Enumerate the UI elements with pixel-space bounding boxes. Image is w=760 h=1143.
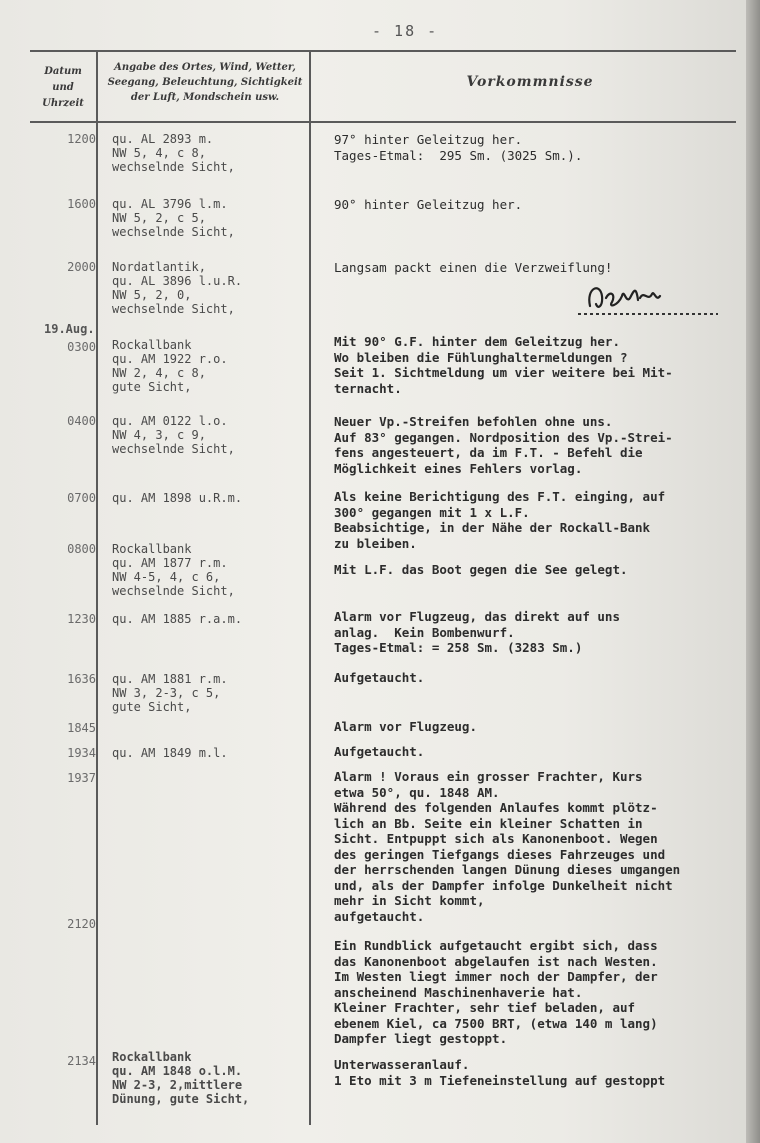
place-line: qu. AL 3896 l.u.R. — [112, 274, 243, 288]
place-line: Rockallbank — [112, 338, 192, 352]
place-line: qu. AM 1922 r.o. — [112, 352, 228, 366]
place-line: NW 5, 2, c 5, — [112, 211, 206, 225]
place-line: NW 3, 2-3, c 5, — [112, 686, 221, 700]
event-line: 97° hinter Geleitzug her. — [334, 132, 523, 147]
event-line: Während des folgenden Anlaufes kommt plötz- — [334, 800, 658, 815]
event-line: Mit L.F. das Boot gegen die See gelegt. — [334, 562, 628, 577]
entry-time: 1636 — [67, 672, 96, 686]
column-divider-1 — [96, 50, 98, 1125]
event-line: Unterwasseranlauf. — [334, 1057, 470, 1072]
header-events-column: Vorkommnisse — [466, 74, 594, 90]
entry-place — [112, 612, 308, 626]
entry-events — [334, 744, 746, 760]
place-line: Rockallbank — [112, 542, 192, 556]
event-line: der herrschenden langen Dünung dieses umgangen — [334, 862, 681, 877]
event-line: Mit 90° G.F. hinter dem Geleitzug her. — [334, 334, 620, 349]
entry-time: 0700 — [67, 491, 96, 505]
entry-events — [334, 609, 746, 656]
place-line: NW 2, 4, c 8, — [112, 366, 206, 380]
entry-time: 0300 — [67, 340, 96, 354]
event-line: mehr in Sicht kommt, — [334, 893, 485, 908]
header-date-line-3: Uhrzeit — [42, 98, 84, 109]
header-place-column — [98, 60, 312, 105]
entry-events — [334, 719, 746, 735]
top-rule — [30, 50, 736, 52]
event-line: lich an Bb. Seite ein kleiner Schatten in — [334, 815, 643, 831]
entry-time: 2000 — [67, 260, 96, 274]
header-place-line-1: Angabe des Ortes, Wind, Wetter, — [114, 62, 296, 73]
entry-place — [112, 197, 308, 239]
place-line: wechselnde Sicht, — [112, 302, 235, 316]
event-line: Aufgetaucht. — [334, 744, 425, 759]
place-line: NW 4-5, 4, c 6, — [112, 570, 221, 584]
entry-place — [112, 1050, 308, 1106]
event-line: 90° hinter Geleitzug her. — [334, 197, 523, 212]
event-line: 1 Eto mit 3 m Tiefeneinstellung auf gestoppt — [334, 1072, 666, 1088]
entry-events — [334, 1057, 746, 1088]
entry-events — [334, 260, 746, 276]
place-line: qu. AM 1848 o.l.M. — [112, 1064, 243, 1078]
entry-place — [112, 338, 308, 394]
header-bottom-rule — [30, 121, 736, 123]
event-line: Im Westen liegt immer noch der Dampfer, der — [334, 969, 658, 984]
page-number: - 18 - — [372, 22, 439, 40]
event-line: ternacht. — [334, 380, 402, 396]
header-place-line-3: der Luft, Mondschein usw. — [130, 92, 280, 103]
event-line: Auf 83° gegangen. Nordposition des Vp.-Strei- — [334, 429, 673, 445]
place-line: qu. AM 1877 r.m. — [112, 556, 228, 570]
event-line: Wo bleiben die Fühlunghaltermeldungen ? — [334, 349, 628, 365]
event-line: Sicht. Entpuppt sich als Kanonenboot. Wegen — [334, 831, 658, 846]
place-line: qu. AM 1885 r.a.m. — [112, 612, 243, 626]
entry-place — [112, 414, 308, 456]
entry-time: 1845 — [67, 721, 96, 735]
event-line: Alarm vor Flugzeug. — [334, 719, 477, 734]
entry-time: 1230 — [67, 612, 96, 626]
place-line: gute Sicht, — [112, 700, 192, 714]
header-date-line-2: und — [52, 82, 74, 93]
place-line: NW 5, 4, c 8, — [112, 146, 206, 160]
entry-events — [334, 938, 746, 1047]
event-line: Ein Rundblick aufgetaucht ergibt sich, dass — [334, 938, 658, 953]
entry-time: 2120 — [67, 917, 96, 931]
place-line: Dünung, gute Sicht, — [112, 1092, 250, 1106]
event-line: das Kanonenboot abgelaufen ist nach Westen. — [334, 953, 658, 969]
entry-time: 1934 — [67, 746, 96, 760]
place-line: Rockallbank — [112, 1050, 192, 1064]
event-line: Möglichkeit eines Fehlers vorlag. — [334, 460, 583, 476]
entry-events — [334, 334, 746, 396]
event-line: Aufgetaucht. — [334, 670, 425, 685]
entry-events — [334, 132, 746, 163]
event-line: und, als der Dampfer infolge Dunkelheit nicht — [334, 877, 673, 893]
event-line: anscheinend Maschinenhaverie hat. — [334, 984, 583, 1000]
event-line: Als keine Berichtigung des F.T. einging, auf — [334, 489, 666, 504]
event-line: Alarm ! Voraus ein grosser Frachter, Kurs — [334, 769, 643, 784]
place-line: Nordatlantik, — [112, 260, 206, 274]
place-line: qu. AM 1849 m.l. — [112, 746, 228, 760]
event-line: Tages-Etmal: 295 Sm. (3025 Sm.). — [334, 147, 583, 163]
event-line: 300° gegangen mit 1 x L.F. — [334, 504, 530, 520]
event-line: Dampfer liegt gestoppt. — [334, 1031, 508, 1046]
place-line: qu. AM 0122 l.o. — [112, 414, 228, 428]
event-line: Alarm vor Flugzeug, das direkt auf uns — [334, 609, 620, 624]
entry-time: 1200 — [67, 132, 96, 146]
place-line: wechselnde Sicht, — [112, 225, 235, 239]
event-line: zu bleiben. — [334, 535, 417, 551]
entry-time: 2134 — [67, 1054, 96, 1068]
entry-time: 0400 — [67, 414, 96, 428]
signature — [578, 276, 718, 320]
place-line: qu. AL 3796 l.m. — [112, 197, 228, 211]
entry-place — [112, 260, 308, 316]
place-line: wechselnde Sicht, — [112, 584, 235, 598]
place-line: qu. AM 1881 r.m. — [112, 672, 228, 686]
place-line: NW 5, 2, 0, — [112, 288, 192, 302]
entry-events — [334, 670, 746, 686]
place-line: NW 2-3, 2,mittlere — [112, 1078, 243, 1092]
entry-time: 1600 — [67, 197, 96, 211]
event-line: aufgetaucht. — [334, 908, 425, 924]
entry-place — [112, 672, 308, 714]
entry-time: 1937 — [67, 771, 96, 785]
header-date-line-1: Datum — [44, 66, 82, 77]
entry-events — [334, 197, 746, 213]
place-line: qu. AL 2893 m. — [112, 132, 214, 146]
event-line: etwa 50°, qu. 1848 AM. — [334, 784, 500, 800]
header-place-line-2: Seegang, Beleuchtung, Sichtigkeit — [107, 77, 303, 88]
event-line: fens angesteuert, da im F.T. - Befehl die — [334, 445, 643, 460]
event-line: Seit 1. Sichtmeldung um vier weitere bei Mit- — [334, 365, 673, 380]
entry-place — [112, 746, 308, 760]
date-marker: 19.Aug. — [44, 322, 95, 336]
column-divider-2 — [309, 50, 311, 1125]
event-line: Beabsichtige, in der Nähe der Rockall-Bank — [334, 520, 651, 535]
place-line: wechselnde Sicht, — [112, 442, 235, 456]
place-line: gute Sicht, — [112, 380, 192, 394]
place-line: qu. AM 1898 u.R.m. — [112, 491, 243, 505]
entry-events — [334, 414, 746, 476]
event-line: Neuer Vp.-Streifen befohlen ohne uns. — [334, 414, 613, 429]
event-line: des geringen Tiefgangs dieses Fahrzeuges und — [334, 846, 666, 862]
event-line: Langsam packt einen die Verzweiflung! — [334, 260, 613, 275]
event-line: ebenem Kiel, ca 7500 BRT, (etwa 140 m lang) — [334, 1015, 658, 1031]
place-line: NW 4, 3, c 9, — [112, 428, 206, 442]
event-line: anlag. Kein Bombenwurf. — [334, 624, 515, 640]
page-edge — [746, 0, 760, 1143]
entry-time: 0800 — [67, 542, 96, 556]
event-line: Tages-Etmal: = 258 Sm. (3283 Sm.) — [334, 640, 583, 655]
entry-events — [334, 769, 746, 924]
entry-place — [112, 542, 308, 598]
entry-events — [334, 489, 746, 551]
entry-place — [112, 491, 308, 505]
entry-place — [112, 132, 308, 174]
place-line: wechselnde Sicht, — [112, 160, 235, 174]
event-line: Kleiner Frachter, sehr tief beladen, auf — [334, 1000, 636, 1015]
header-date-column — [32, 64, 94, 112]
entry-events — [334, 562, 746, 578]
